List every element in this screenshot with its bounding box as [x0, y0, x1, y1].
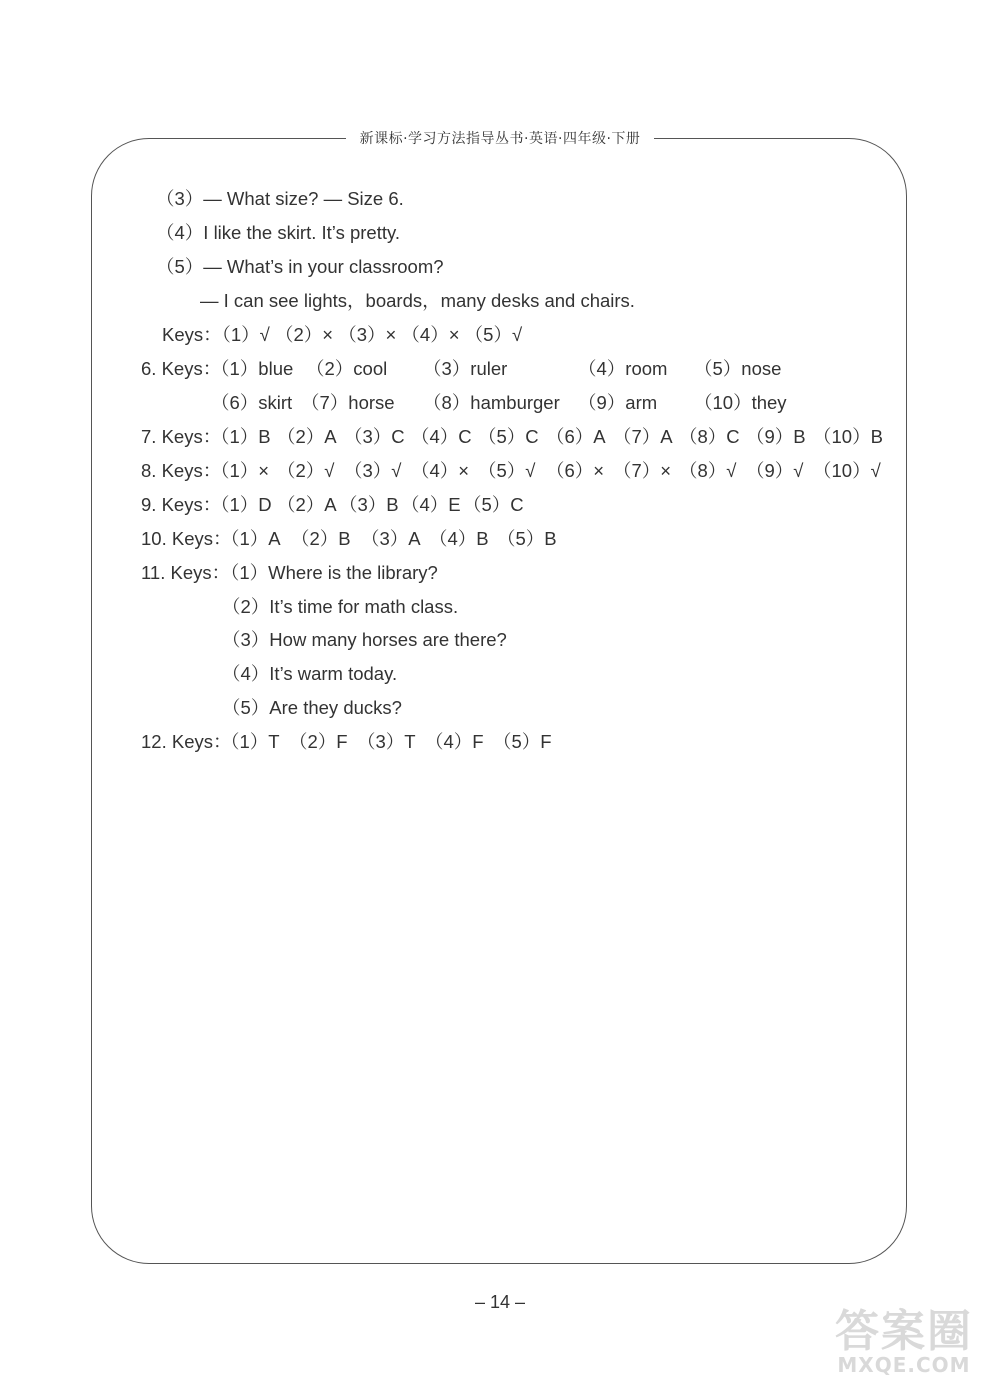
q12-answer: （4）F: [425, 731, 484, 752]
q10-answer: （4）B: [429, 528, 489, 549]
watermark: [814, 1306, 994, 1380]
q11-label: 11. Keys：: [141, 562, 231, 583]
q8-answer: （6）×: [546, 460, 605, 481]
dialog-line-5-reply: — I can see lights，boards，many desks and chairs.: [200, 290, 635, 311]
q12-label: 12. Keys：: [141, 731, 232, 752]
q10-answer: （5）B: [497, 528, 557, 549]
page-number: – 14 –: [474, 1292, 526, 1312]
q11-answer-1: （1）Where is the library?: [230, 562, 438, 583]
q7-answer: （6）A: [546, 426, 606, 447]
q10-label: 10. Keys：: [141, 528, 232, 549]
q8-answer: （8）√: [679, 460, 737, 481]
q12-row: [141, 725, 901, 759]
q10-answer: （1）A: [221, 528, 281, 549]
q11-answer-2: （2）It’s time for math class.: [222, 596, 459, 617]
q6-answer-3: （3）ruler: [423, 358, 508, 379]
q8-answer: （2）√: [277, 460, 335, 481]
q7-answer: （1）B: [211, 426, 271, 447]
q7-answer: （3）C: [344, 426, 405, 447]
q6-label: 6. Keys：: [141, 358, 222, 379]
q9-answer: （4）E: [401, 494, 461, 515]
q11-row-1: [141, 556, 438, 590]
q8-answer: （7）×: [613, 460, 672, 481]
watermark-url: MXQE.COM: [837, 1353, 971, 1377]
dialog-line-5: （5）— What’s in your classroom?: [156, 256, 444, 277]
q7-row: [141, 420, 901, 454]
q8-answer: （3）√: [344, 460, 402, 481]
header-title: 新课标·学习方法指导丛书·英语·四年级·下册: [346, 128, 655, 148]
q6-row-2: [141, 386, 901, 420]
q11-answer-5: （5）Are they ducks?: [222, 697, 402, 718]
q6-answer-5: （5）nose: [694, 358, 782, 379]
q9-row: [141, 488, 901, 522]
q12-answer: （2）F: [289, 731, 348, 752]
q12-answer: （5）F: [493, 731, 552, 752]
q6-row-1: [141, 352, 901, 386]
q8-answer: （1）×: [211, 460, 270, 481]
q8-answer: （9）√: [746, 460, 804, 481]
q7-answer: （2）A: [277, 426, 337, 447]
q6-answer-10: （10）they: [694, 392, 787, 413]
keys-line-5: Keys：（1）√ （2）× （3）× （4）× （5）√: [162, 324, 523, 345]
q12-answer: （3）T: [357, 731, 416, 752]
watermark-logo: 答案圈: [835, 1306, 973, 1357]
q6-answer-8: （8）hamburger: [423, 392, 560, 413]
dialog-line-4: （4）I like the skirt. It’s pretty.: [156, 222, 400, 243]
q8-answer: （10）√: [813, 460, 881, 481]
q7-answer: （9）B: [746, 426, 806, 447]
q6-answer-7: （7）horse: [301, 392, 395, 413]
q6-answer-2: （2）cool: [306, 358, 388, 379]
q7-answer: （4）C: [411, 426, 472, 447]
q7-answer: （8）C: [679, 426, 740, 447]
q7-answer: （7）A: [613, 426, 673, 447]
q6-answer-9: （9）arm: [578, 392, 658, 413]
q6-answer-6: （6）skirt: [211, 392, 293, 413]
q10-answer: （2）B: [291, 528, 351, 549]
q8-label: 8. Keys：: [141, 460, 222, 481]
q7-label: 7. Keys：: [141, 426, 222, 447]
q9-label: 9. Keys：: [141, 494, 222, 515]
q7-answer: （5）C: [478, 426, 539, 447]
q8-answer: （4）×: [411, 460, 470, 481]
q10-row: [141, 522, 901, 556]
q8-answer: （5）√: [478, 460, 536, 481]
q10-answer: （3）A: [361, 528, 421, 549]
q9-answer: （1）D: [211, 494, 272, 515]
q7-answer: （10）B: [813, 426, 883, 447]
q6-answer-4: （4）room: [578, 358, 668, 379]
q8-row: [141, 454, 901, 488]
q9-answer: （5）C: [463, 494, 524, 515]
q11-answer-4: （4）It’s warm today.: [222, 663, 398, 684]
q6-answer-1: （1）blue: [211, 358, 294, 379]
dialog-line-3: （3）— What size? — Size 6.: [156, 188, 404, 209]
q9-answer: （2）A: [277, 494, 337, 515]
q11-answer-3: （3）How many horses are there?: [222, 629, 507, 650]
q9-answer: （3）B: [339, 494, 399, 515]
q12-answer: （1）T: [221, 731, 280, 752]
